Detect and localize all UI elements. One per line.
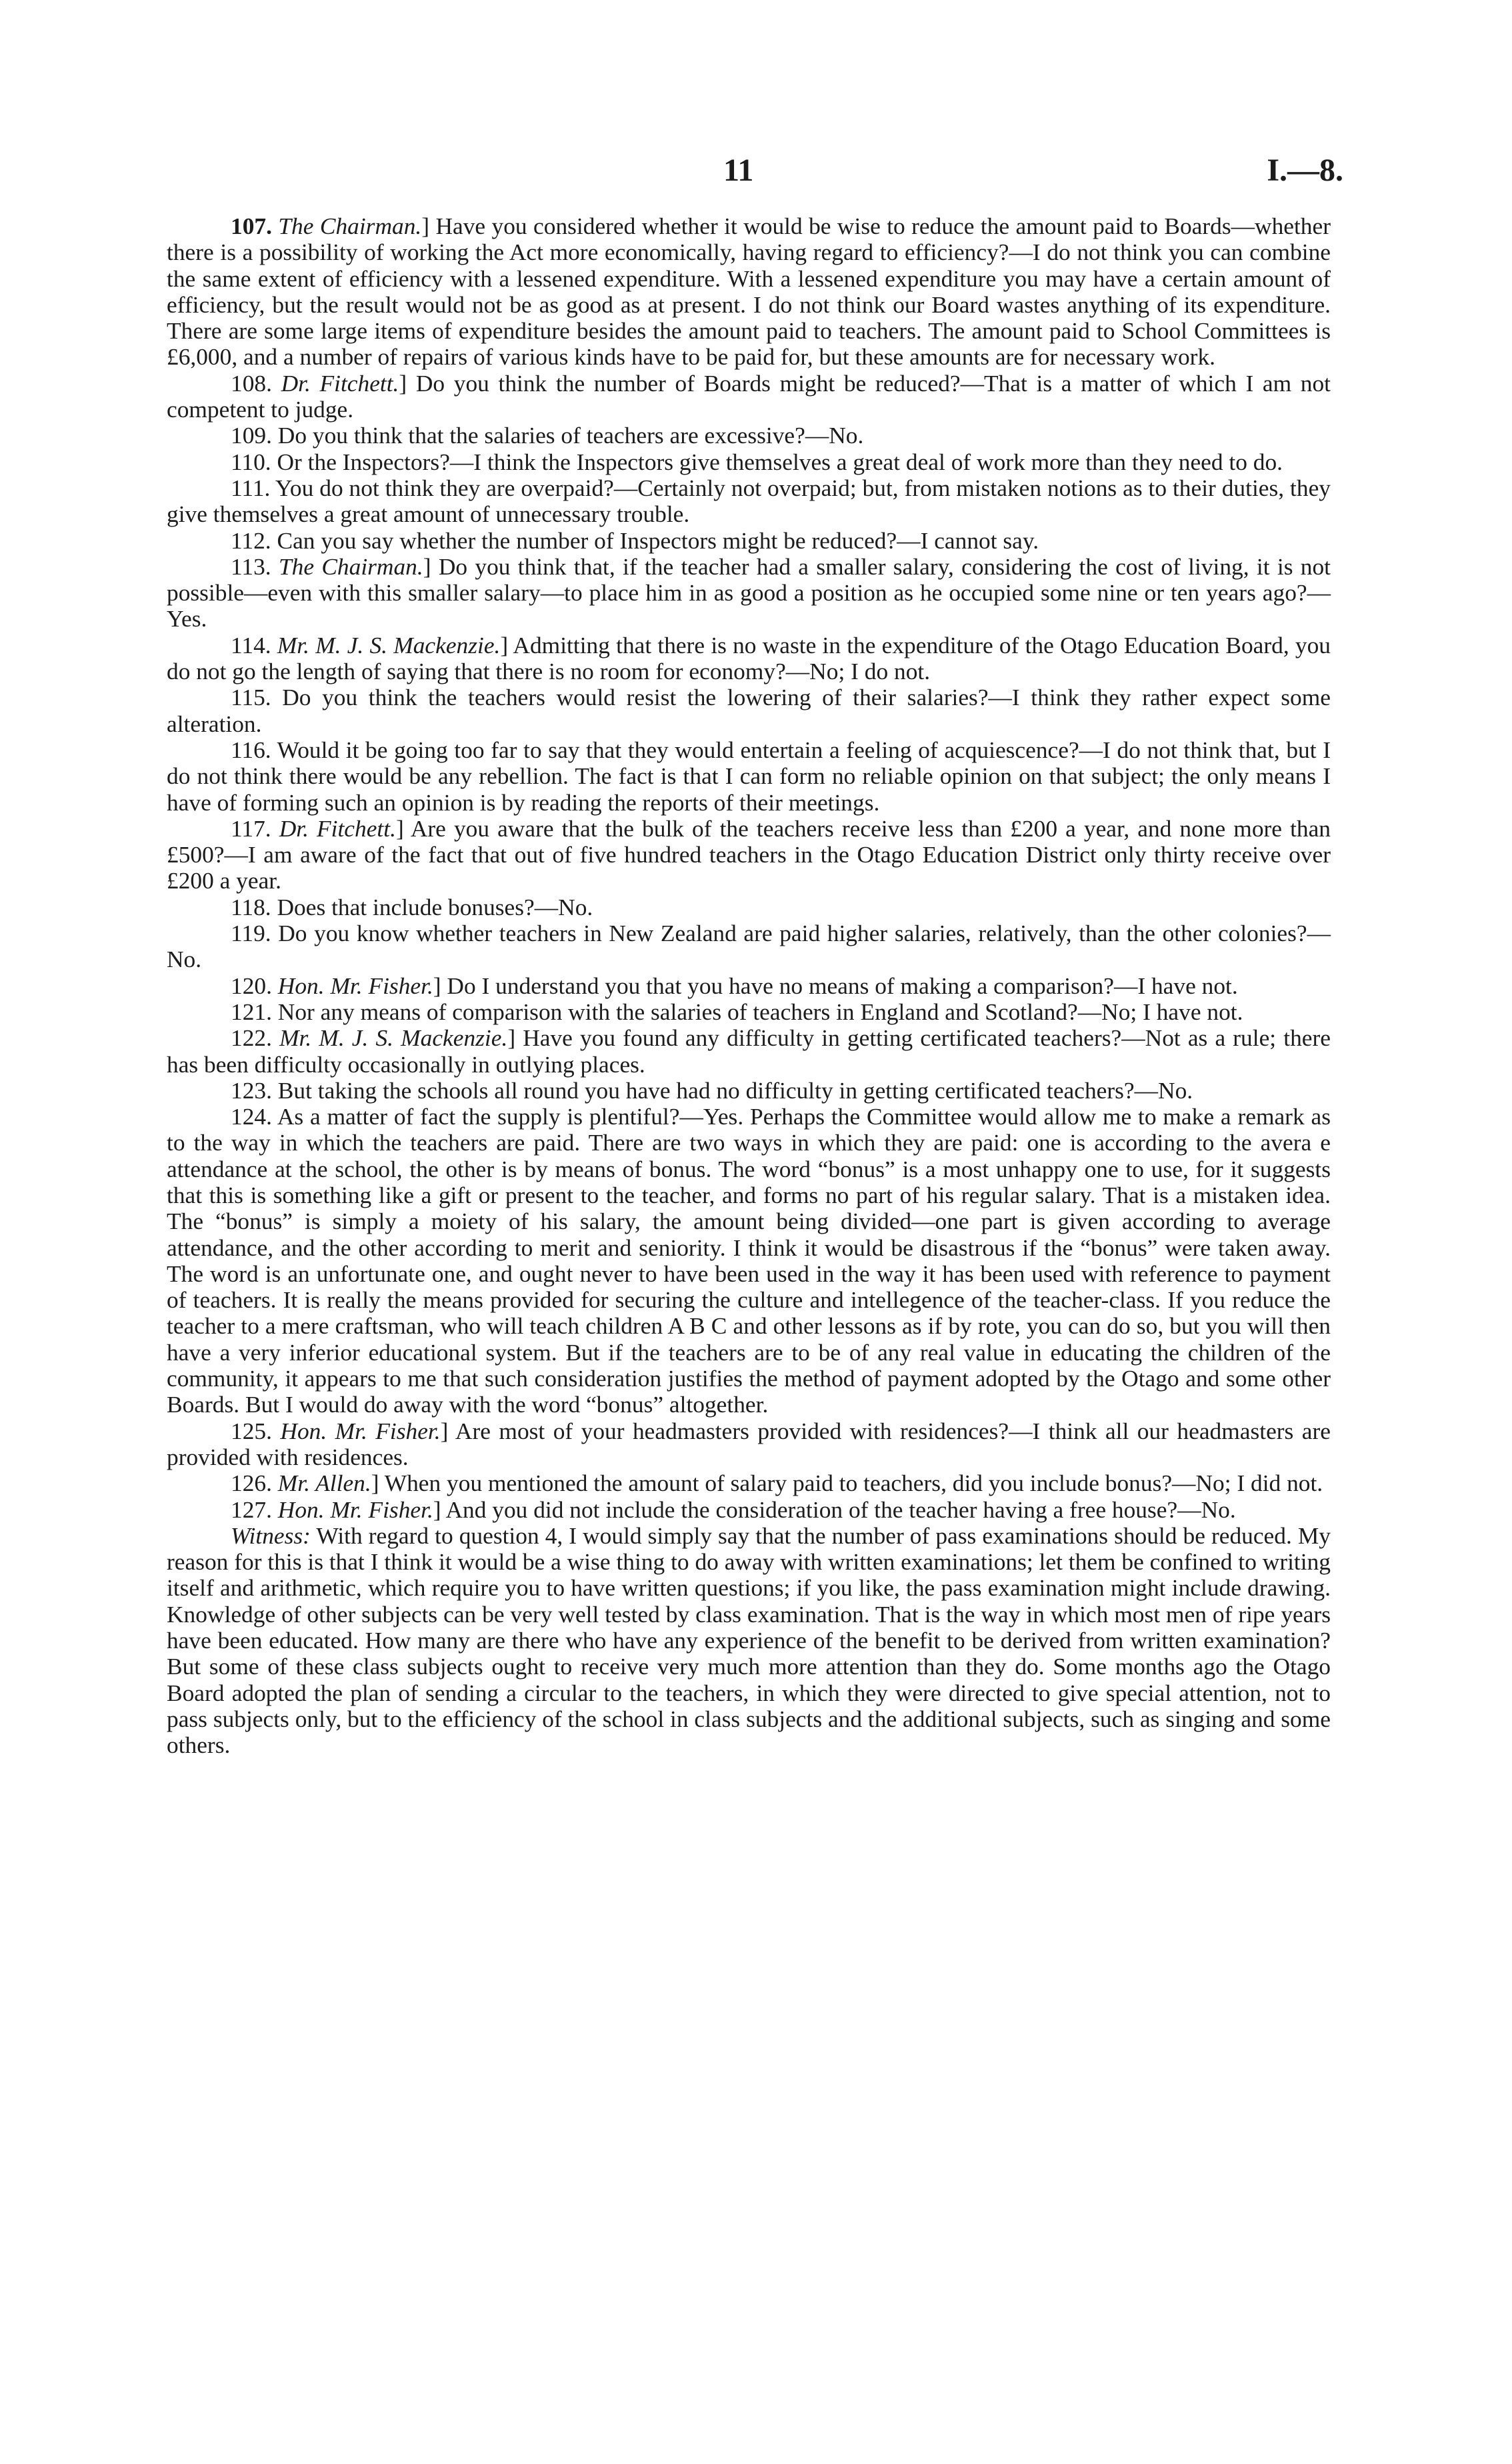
question-number: 120. — [231, 972, 272, 999]
question-number: 125. — [231, 1417, 272, 1444]
question-number: 108. — [231, 369, 272, 397]
paragraph-text: Can you say whether the number of Inspectors might be reduced?—I cannot say. — [277, 527, 1039, 554]
speaker-name: Hon. Mr. Fisher. — [277, 972, 433, 999]
question-number: 124. — [231, 1103, 272, 1130]
testimony-paragraph — [167, 684, 1331, 737]
question-number: 111. — [231, 474, 271, 501]
question-number: 122. — [231, 1024, 272, 1052]
question-number: 113. — [231, 553, 271, 580]
paragraph-text: ] Have you found any difficulty in getting certificated teachers?—Not as a rule; there has been difficulty occasionally in outlying places. — [167, 1024, 1331, 1078]
question-number: 110. — [231, 448, 271, 475]
speaker-name: Mr. M. J. S. Mackenzie. — [279, 1024, 508, 1052]
testimony-paragraph — [167, 1497, 1331, 1523]
testimony-body — [167, 213, 1331, 1759]
testimony-paragraph — [167, 554, 1331, 632]
question-number: 121. — [231, 998, 272, 1025]
testimony-paragraph — [167, 816, 1331, 894]
question-number: 116. — [231, 736, 271, 763]
paragraph-text: Do you think that the salaries of teachers are excessive?—No. — [277, 422, 864, 449]
testimony-paragraph — [167, 449, 1331, 475]
question-number: 109. — [231, 422, 272, 449]
paragraph-text: Or the Inspectors?—I think the Inspectors give themselves a great deal of work more than they need to do. — [277, 448, 1283, 475]
document-reference: I.—8. — [1267, 153, 1343, 188]
question-number: 119. — [231, 920, 271, 947]
testimony-paragraph — [167, 1025, 1331, 1078]
speaker-name: Mr. Allen. — [277, 1470, 371, 1497]
speaker-name: Hon. Mr. Fisher. — [280, 1417, 441, 1444]
paragraph-text: ] When you mentioned the amount of salary paid to teachers, did you include bonus?—No; I did not. — [371, 1470, 1323, 1497]
speaker-name: The Chairman. — [278, 553, 423, 580]
question-number: 118. — [231, 893, 271, 920]
speaker-name: Witness: — [231, 1522, 311, 1549]
testimony-paragraph — [167, 1418, 1331, 1471]
paragraph-text: You do not think they are overpaid?—Certainly not overpaid; but, from mistaken notions as to their duties, they give themselves a great amount of unnecessary trouble. — [167, 474, 1331, 528]
testimony-paragraph — [167, 475, 1331, 528]
paragraph-text: ] Do you think the number of Boards might be reduced?—That is a matter of which I am not competent to judge. — [167, 369, 1331, 423]
testimony-paragraph — [167, 632, 1331, 685]
paragraph-text: ] Are you aware that the bulk of the teachers receive less than £200 a year, and none more than £500?—I am aware of the fact that out of five hundred teachers in the Otago Education District only thirty receive over £200 a year. — [167, 814, 1331, 894]
paragraph-text: ] Do I understand you that you have no means of making a comparison?—I have not. — [433, 972, 1238, 999]
testimony-paragraph — [167, 528, 1331, 554]
testimony-paragraph — [167, 920, 1331, 973]
question-number: 112. — [231, 527, 271, 554]
testimony-paragraph — [167, 1470, 1331, 1496]
question-number: 117. — [231, 814, 271, 842]
paragraph-text: Nor any means of comparison with the salaries of teachers in England and Scotland?—No; I have not. — [277, 998, 1243, 1025]
paragraph-text: Do you know whether teachers in New Zealand are paid higher salaries, relatively, than the other colonies?—No. — [167, 920, 1331, 973]
speaker-name: Dr. Fitchett. — [281, 369, 399, 397]
question-number: 115. — [231, 684, 271, 711]
paragraph-text: Would it be going too far to say that they would entertain a feeling of acquiescence?—I do not think that, but I do not think there would be any rebellion. The fact is that I can form no reliable opinion on that subject; the only means I have of forming such an opinion is by reading the reports of their meetings. — [167, 736, 1331, 816]
paragraph-text: But taking the schools all round you have had no difficulty in getting certificated teachers?—No. — [277, 1076, 1193, 1104]
testimony-paragraph — [167, 1523, 1331, 1759]
paragraph-text: ] Admitting that there is no waste in the expenditure of the Otago Education Board, you do not go the length of saying that there is no room for economy?—No; I do not. — [167, 631, 1331, 685]
question-number: 123. — [231, 1076, 272, 1104]
speaker-name: Dr. Fitchett. — [279, 814, 396, 842]
testimony-paragraph — [167, 999, 1331, 1025]
testimony-paragraph — [167, 423, 1331, 449]
question-number: 126. — [231, 1470, 272, 1497]
testimony-paragraph — [167, 894, 1331, 920]
paragraph-text: ] Do you think that, if the teacher had a smaller salary, considering the cost of living, it is not possible—even with this smaller salary—to place him in as good a position as he occupied some nine or ten years ago?—Yes. — [167, 553, 1331, 632]
paragraph-text: ] Have you considered whether it would be wise to reduce the amount paid to Boards—whether there is a possibility of working the Act more economically, having regard to efficiency?—I do not think you can combine the same extent of efficiency with a lessened expenditure. With a lessened expenditure you may have a certain amount of efficiency, but the result would not be as good as at present. I do not think our Board wastes anything of its expenditure. There are some large items of expenditure besides the amount paid to teachers. The amount paid to School Committees is £6,000, and a number of repairs of various kinds have to be paid for, but these amounts are for necessary work. — [167, 213, 1331, 371]
speaker-name: Mr. M. J. S. Mackenzie. — [277, 631, 501, 658]
question-number: 107. — [231, 213, 272, 239]
question-number: 114. — [231, 631, 271, 658]
paragraph-text: Does that include bonuses?—No. — [277, 893, 593, 920]
speaker-name: Hon. Mr. Fisher. — [277, 1496, 433, 1523]
paragraph-text: With regard to question 4, I would simply say that the number of pass examinations should be reduced. My reason for this is that I think it would be a wise thing to do away with written examinations; let them be confined to writing itself and arithmetic, which require you to have written questions; if you like, the pass examination might include drawing. Knowledge of other subjects can be very well tested by class examination. That is the way in which most men of ripe years have been educated. How many are there who have any experience of the benefit to be derived from written examination? But some of these class subjects ought to receive very much more attention than they do. Some months ago the Otago Board adopted the plan of sending a circular to the teachers, in which they were directed to give special attention, not to pass subjects only, but to the efficiency of the school in class subjects and the additional subjects, such as singing and some others. — [167, 1522, 1331, 1759]
paragraph-text: ] And you did not include the consideration of the teacher having a free house?—No. — [433, 1496, 1236, 1523]
testimony-paragraph — [167, 1104, 1331, 1418]
testimony-paragraph — [167, 973, 1331, 999]
testimony-paragraph — [167, 1078, 1331, 1104]
testimony-paragraph — [167, 371, 1331, 423]
paragraph-text: ] Are most of your headmasters provided with residences?—I think all our headmasters are provided with residences. — [167, 1417, 1331, 1470]
testimony-paragraph — [167, 213, 1331, 371]
paragraph-text: Do you think the teachers would resist the lowering of their salaries?—I think they rather expect some alteration. — [167, 684, 1331, 737]
testimony-paragraph — [167, 737, 1331, 816]
speaker-name: The Chairman. — [278, 213, 422, 239]
page-header — [0, 152, 1512, 192]
question-number: 127. — [231, 1496, 272, 1523]
paragraph-text: As a matter of fact the supply is plentiful?—Yes. Perhaps the Committee would allow me to make a remark as to the way in which the teachers are paid. There are two ways in which they are paid: one is according to the avera e attendance at the school, the other is by means of bonus. The word “bonus” is a most unhappy one to use, for it suggests that this is something like a gift or present to the teacher, and forms no part of his regular salary. That is a mistaken idea. The “bonus” is simply a moiety of his salary, the amount being divided—one part is given according to average attendance, and the other according to merit and seniority. I think it would be disastrous if the “bonus” were taken away. The word is an unfortunate one, and ought never to have been used in the way it has been used with reference to payment of teachers. It is really the means provided for securing the culture and intellegence of the teacher-class. If you reduce the teacher to a mere craftsman, who will teach children A B C and other lessons as if by rote, you can do so, but you will then have a very inferior educational system. But if the teachers are to be of any real value in educating the children of the community, it appears to me that such consideration justifies the method of payment adopted by the Otago and some other Boards. But I would do away with the word “bonus” altogether. — [167, 1103, 1331, 1418]
page-number: 11 — [723, 153, 754, 188]
